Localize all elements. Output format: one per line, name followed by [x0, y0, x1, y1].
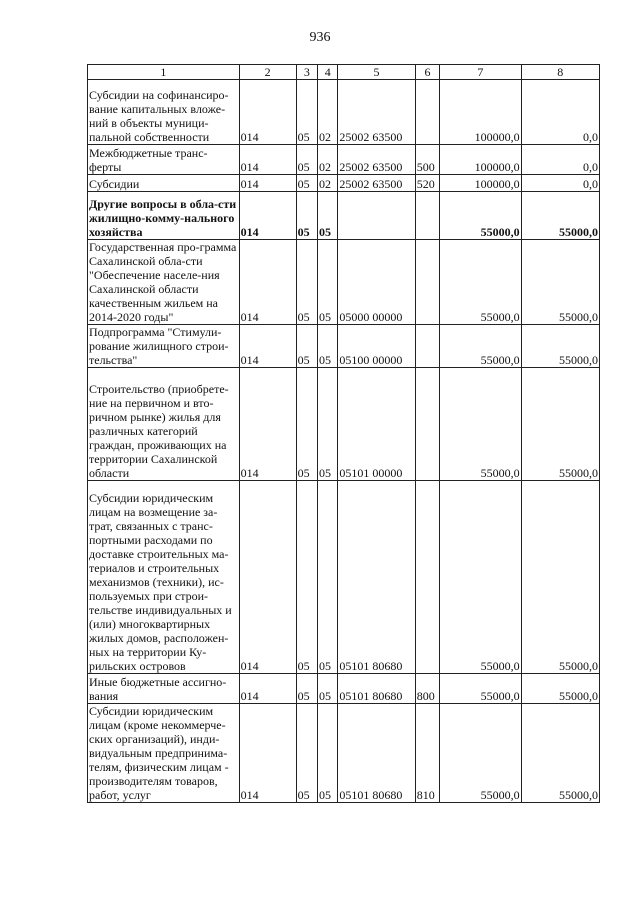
row-target-article	[338, 192, 415, 240]
row-amount-2: 55000,0	[521, 192, 599, 240]
row-name: Межбюджетные транс-ферты	[89, 146, 208, 174]
row-admin-code: 014	[239, 368, 296, 481]
row-name: Другие вопросы в обла-сти жилищно-комму-нального хозяйства	[89, 197, 237, 239]
row-target-article: 05101 80680	[338, 704, 415, 803]
table-row	[88, 674, 600, 704]
row-name-cell	[88, 240, 240, 325]
row-name-cell	[88, 704, 240, 803]
row-subsection: 05	[318, 704, 338, 803]
row-subsection: 02	[318, 145, 338, 175]
row-amount-1: 55000,0	[440, 192, 521, 240]
row-subsection: 05	[318, 674, 338, 704]
row-admin-code: 014	[239, 481, 296, 674]
table-row	[88, 325, 600, 368]
row-name-cell	[88, 192, 240, 240]
row-name: Подпрограмма "Стимули-рование жилищного строи-тельства"	[89, 325, 229, 367]
row-expense-type: 810	[415, 704, 439, 803]
row-name: Субсидии	[89, 177, 140, 191]
row-name: Государственная про-грамма Сахалинской обла-сти "Обеспечение населе-ния Сахалинской области качественным жильем на 2014-2020 годы"	[89, 240, 237, 324]
row-target-article: 05101 00000	[338, 368, 415, 481]
row-target-article: 05000 00000	[338, 240, 415, 325]
row-name-cell	[88, 80, 240, 145]
table-row	[88, 80, 600, 145]
row-expense-type	[415, 481, 439, 674]
row-amount-1: 55000,0	[440, 704, 521, 803]
row-expense-type	[415, 325, 439, 368]
table-row	[88, 704, 600, 803]
row-subsection: 05	[318, 240, 338, 325]
row-expense-type	[415, 80, 439, 145]
row-amount-2: 55000,0	[521, 704, 599, 803]
row-name-cell	[88, 325, 240, 368]
row-subsection: 05	[318, 368, 338, 481]
header-col-4: 4	[318, 65, 338, 80]
header-col-5: 5	[338, 65, 415, 80]
row-amount-1: 55000,0	[440, 674, 521, 704]
row-subsection: 02	[318, 80, 338, 145]
row-expense-type: 520	[415, 175, 439, 192]
row-subsection: 05	[318, 481, 338, 674]
header-col-7: 7	[440, 65, 521, 80]
row-target-article: 05101 80680	[338, 674, 415, 704]
row-name-cell	[88, 145, 240, 175]
row-name: Строительство (приобрете-ние на первичном и вто-ричном рынке) жилья для различных категорий граждан, проживающих на территории Сахалинской области	[89, 382, 229, 480]
row-section: 05	[296, 175, 317, 192]
row-amount-1: 55000,0	[440, 240, 521, 325]
row-subsection: 05	[318, 192, 338, 240]
header-row	[88, 65, 600, 80]
header-col-3: 3	[296, 65, 317, 80]
row-amount-1: 100000,0	[440, 145, 521, 175]
row-amount-2: 0,0	[521, 175, 599, 192]
row-target-article: 25002 63500	[338, 80, 415, 145]
row-name-cell	[88, 481, 240, 674]
row-amount-2: 0,0	[521, 145, 599, 175]
row-name: Субсидии юридическим лицам (кроме некоммерче-ских организаций), инди-видуальным предпринима-телям, физическим лицам - производителям товаров, работ, услуг	[89, 704, 229, 802]
budget-table	[87, 64, 600, 803]
row-admin-code: 014	[239, 674, 296, 704]
row-amount-2: 55000,0	[521, 240, 599, 325]
row-subsection: 05	[318, 325, 338, 368]
row-section: 05	[296, 481, 317, 674]
row-target-article: 05101 80680	[338, 481, 415, 674]
row-admin-code: 014	[239, 704, 296, 803]
row-admin-code: 014	[239, 145, 296, 175]
row-section: 05	[296, 704, 317, 803]
row-amount-1: 100000,0	[440, 80, 521, 145]
row-admin-code: 014	[239, 240, 296, 325]
row-expense-type	[415, 192, 439, 240]
row-admin-code: 014	[239, 80, 296, 145]
row-target-article: 05100 00000	[338, 325, 415, 368]
row-amount-2: 0,0	[521, 80, 599, 145]
row-amount-1: 55000,0	[440, 325, 521, 368]
row-amount-1: 100000,0	[440, 175, 521, 192]
table-row	[88, 145, 600, 175]
page-number: 936	[309, 30, 331, 45]
row-expense-type	[415, 240, 439, 325]
row-amount-1: 55000,0	[440, 368, 521, 481]
row-amount-2: 55000,0	[521, 325, 599, 368]
row-section: 05	[296, 325, 317, 368]
row-name-cell	[88, 368, 240, 481]
row-name: Субсидии юридическим лицам на возмещение за-трат, связанных с транс-портными расходами по доставке строительных ма-териалов и строительных механизмов (техники), ис-пользуемых при строи-тельстве индивидуальных и (или) многоквартирных жилых домов, расположен-ных на территории Ку-рильских островов	[89, 491, 232, 673]
header-col-8: 8	[521, 65, 599, 80]
row-name: Субсидии на софинансиро-вание капитальных вложе-ний в объекты муници-пальной собственности	[89, 88, 229, 144]
row-expense-type: 800	[415, 674, 439, 704]
row-amount-1: 55000,0	[440, 481, 521, 674]
row-admin-code: 014	[239, 175, 296, 192]
row-name: Иные бюджетные ассигно-вания	[89, 675, 227, 703]
table-row	[88, 481, 600, 674]
row-amount-2: 55000,0	[521, 674, 599, 704]
table-row	[88, 175, 600, 192]
row-amount-2: 55000,0	[521, 368, 599, 481]
table-row	[88, 368, 600, 481]
row-section: 05	[296, 240, 317, 325]
table-row	[88, 192, 600, 240]
header-col-1: 1	[88, 65, 240, 80]
row-section: 05	[296, 80, 317, 145]
row-section: 05	[296, 145, 317, 175]
row-amount-2: 55000,0	[521, 481, 599, 674]
row-target-article: 25002 63500	[338, 145, 415, 175]
row-section: 05	[296, 192, 317, 240]
row-section: 05	[296, 368, 317, 481]
header-col-2: 2	[239, 65, 296, 80]
header-col-6: 6	[415, 65, 439, 80]
row-name-cell	[88, 175, 240, 192]
row-admin-code: 014	[239, 192, 296, 240]
row-expense-type: 500	[415, 145, 439, 175]
row-subsection: 02	[318, 175, 338, 192]
table-row	[88, 240, 600, 325]
row-admin-code: 014	[239, 325, 296, 368]
row-expense-type	[415, 368, 439, 481]
row-section: 05	[296, 674, 317, 704]
row-target-article: 25002 63500	[338, 175, 415, 192]
row-name-cell	[88, 674, 240, 704]
